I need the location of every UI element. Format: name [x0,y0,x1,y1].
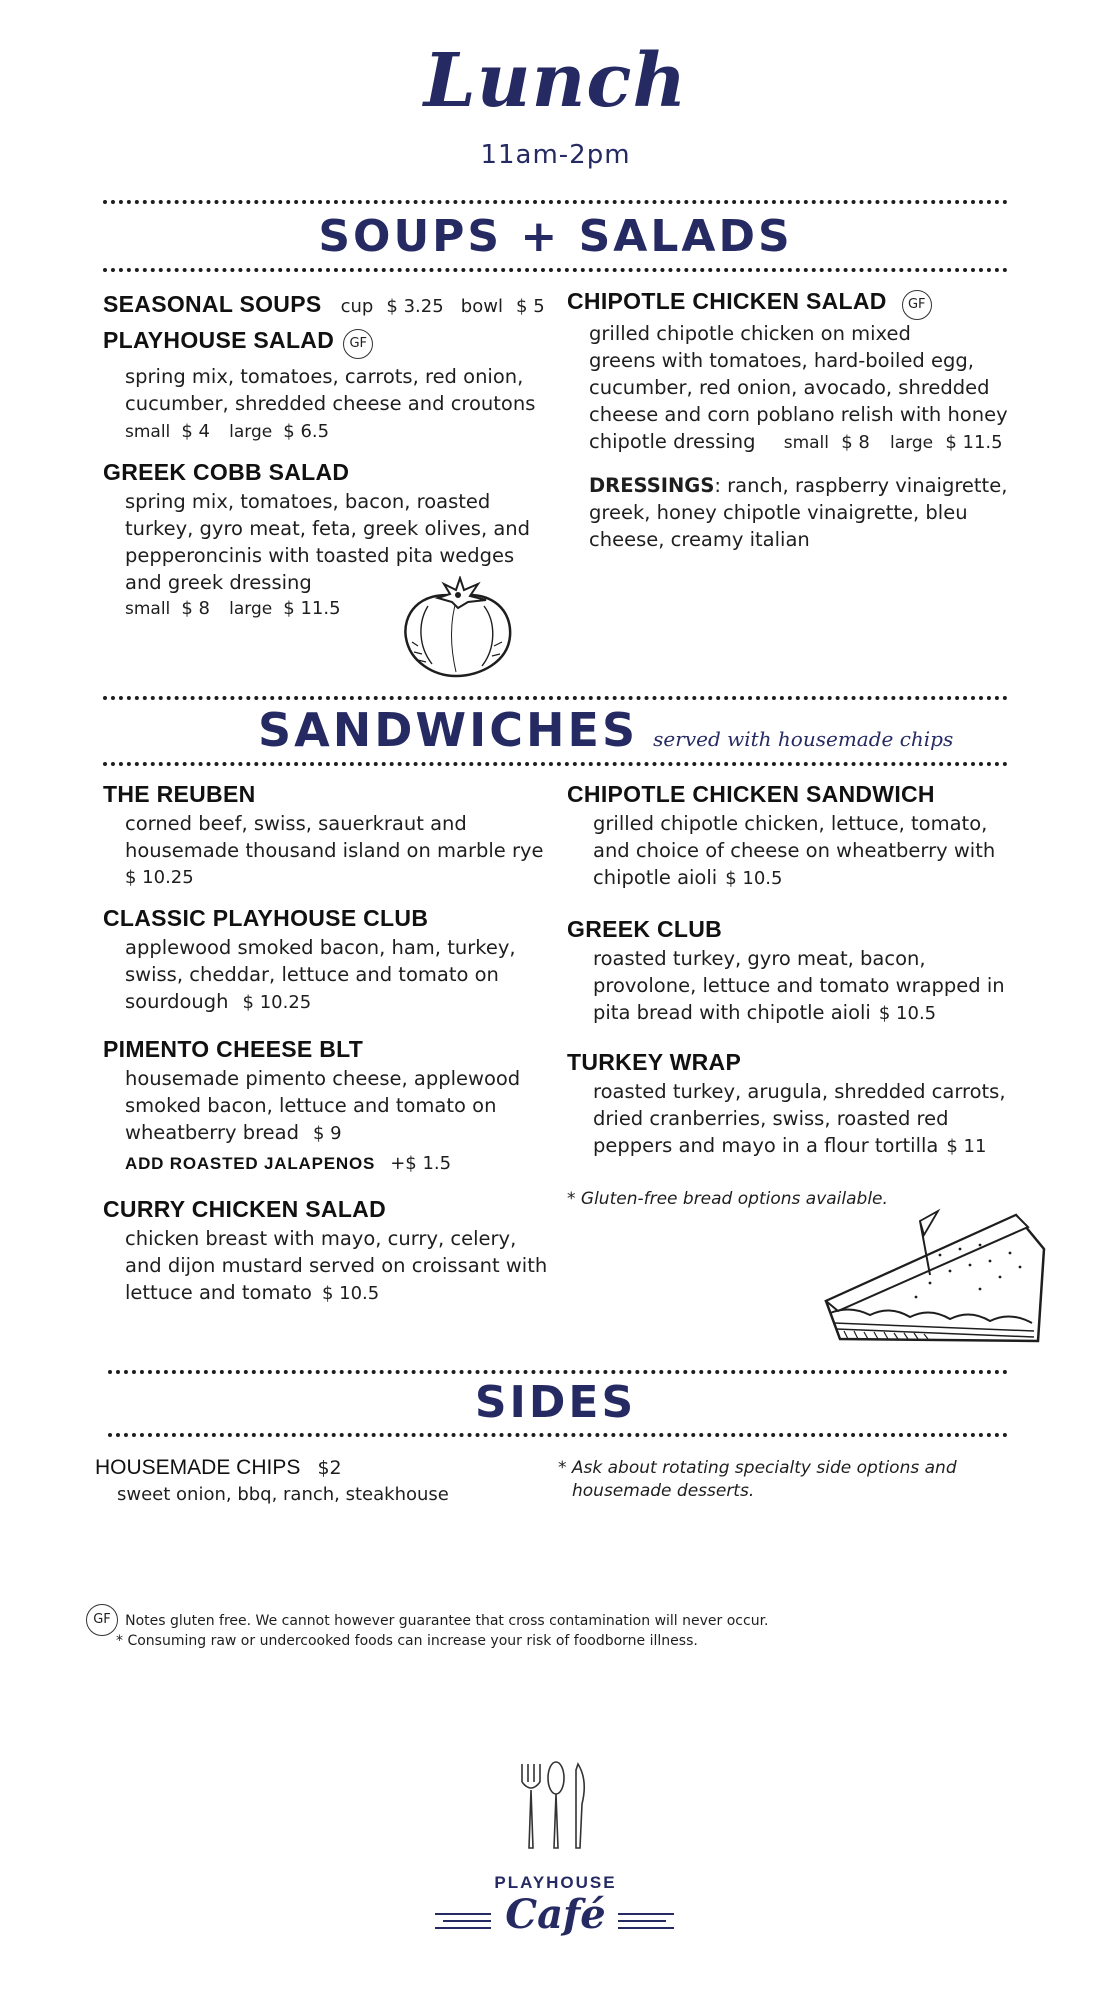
menu-item-greek-club [567,916,1027,1027]
divider-top [103,200,1008,204]
item-name: GREEK COBB SALAD [103,459,350,485]
divider [103,696,1008,700]
item-desc-line: wheatberry bread [125,1121,299,1144]
item-desc-line: cucumber, shredded cheese and croutons [125,391,536,415]
item-desc-line: pepperoncinis with toasted pita wedges [125,544,515,567]
item-desc-line: chicken breast with mayo, curry, celery, [125,1227,517,1250]
gf-badge: GF [86,1604,118,1636]
section-heading-row-sandwiches [258,703,953,757]
menu-item-turkey-wrap [567,1049,1037,1160]
hours: 11am-2pm [480,140,631,170]
addon-label: ADD ROASTED JALAPENOS [125,1154,376,1173]
item-desc-line: provolone, lettuce and tomato wrapped in [593,974,1005,997]
item-name: PIMENTO CHEESE BLT [103,1036,364,1062]
dressings-line: greek, honey chipotle vinaigrette, bleu [589,501,968,524]
bowl-price: $ 5 [516,296,545,317]
menu-item-seasonal-soups [103,291,545,318]
item-name: CLASSIC PLAYHOUSE CLUB [103,905,429,931]
gf-badge: GF [343,329,373,359]
divider [108,1370,1008,1374]
item-price: $ 10.5 [878,1003,937,1024]
item-price: $ 8 [841,431,870,453]
section-heading-sandwiches: SANDWICHES [258,703,639,757]
item-price: $ 10.5 [725,868,783,889]
item-price: $ 10.25 [125,867,194,888]
item-desc-line: sweet onion, bbq, ranch, steakhouse [117,1484,449,1505]
item-price: $ 10.25 [242,992,312,1013]
raw-food-disclaimer: * Consuming raw or undercooked foods can increase your risk of foodborne illness. [116,1633,698,1649]
size-label: small [125,421,171,442]
size-label: large [229,421,273,442]
item-price: $2 [317,1457,342,1479]
item-desc-line: and dijon mustard served on croissant with [125,1254,548,1277]
item-desc-line: smoked bacon, lettuce and tomato on [125,1094,497,1117]
logo-script: Café [505,1891,606,1938]
cup-label: cup [340,296,374,317]
bowl-label: bowl [460,296,503,317]
item-name: PLAYHOUSE SALAD [103,327,335,353]
item-name: CHIPOTLE CHICKEN SALAD [567,288,887,314]
menu-item-chipotle-chicken-salad [567,288,1027,457]
size-label: large [890,432,934,453]
item-price: $ 11 [946,1136,987,1157]
size-label: small [783,432,829,453]
item-name: CURRY CHICKEN SALAD [103,1196,386,1222]
addon-price: +$ 1.5 [390,1153,452,1174]
sandwich-illustration [820,1205,1050,1355]
item-price: $ 8 [181,598,211,619]
item-desc-line: roasted turkey, arugula, shredded carrots, [593,1080,1006,1103]
divider [108,1433,1008,1437]
sides-note-line: * Ask about rotating specialty side options and [558,1458,957,1478]
item-desc-line: cheese and corn poblano relish with honey [589,402,1008,426]
item-name: SEASONAL SOUPS [103,291,322,317]
sides-note [558,1457,957,1503]
item-name: TURKEY WRAP [567,1049,742,1075]
item-name: GREEK CLUB [567,916,723,942]
cup-price: $ 3.25 [386,296,444,317]
dressings-line: cheese, creamy italian [589,528,810,551]
item-desc-line: housemade pimento cheese, applewood [125,1067,521,1090]
tomato-illustration [398,576,516,680]
item-desc-line: pita bread with chipotle aioli [593,1001,871,1024]
item-desc-line: chipotle dressing [589,429,756,453]
menu-item-chipotle-chicken-sandwich [567,781,1027,892]
gf-badge: GF [902,290,932,320]
item-desc-line: applewood smoked bacon, ham, turkey, [125,936,516,959]
section-heading-sides: SIDES [474,1377,637,1428]
item-desc-line: dried cranberries, swiss, roasted red [593,1107,949,1130]
item-desc-line: swiss, cheddar, lettuce and tomato on [125,963,499,986]
dressings-label: DRESSINGS [589,474,715,497]
menu-item-pimento-blt [103,1036,553,1174]
item-price: $ 11.5 [945,431,1003,453]
item-name: HOUSEMADE CHIPS [95,1456,301,1479]
section-heading-soups: SOUPS + SALADS [318,211,793,262]
item-desc-line: lettuce and tomato [125,1281,312,1304]
dressings-list [589,472,1029,553]
menu-item-playhouse-salad [103,327,543,442]
logo-lines-right [616,1908,676,1934]
item-desc-line: housemade thousand island on marble rye [125,839,544,862]
menu-item-reuben [103,781,553,891]
item-desc-line: chipotle aioli [593,866,718,889]
utensils-icon [510,1760,602,1852]
logo-lines-left [433,1908,493,1934]
size-label: large [229,599,273,619]
item-price: $ 9 [313,1123,342,1144]
gf-disclaimer-text: Notes gluten free. We cannot however guarantee that cross contamination will never occur. [125,1612,769,1629]
item-desc-line: spring mix, tomatoes, carrots, red onion, [125,364,524,388]
menu-item-curry-chicken-salad [103,1196,563,1307]
dressings-line: : ranch, raspberry vinaigrette, [714,474,1008,497]
item-desc-line: and choice of cheese on wheatberry with [593,839,996,862]
item-desc-line: cucumber, red onion, avocado, shredded [589,375,990,399]
item-name: THE REUBEN [103,781,256,807]
item-desc-line: sourdough [125,990,229,1013]
item-desc-line: roasted turkey, gyro meat, bacon, [593,947,926,970]
gluten-free-bread-note: * Gluten-free bread options available. [567,1189,888,1209]
item-desc-line: peppers and mayo in a flour tortilla [593,1134,939,1157]
item-desc-line: spring mix, tomatoes, bacon, roasted [125,490,491,513]
page-title: Lunch [423,38,688,124]
item-desc-line: and greek dressing [125,571,312,594]
divider [103,268,1008,272]
served-note: served with housemade chips [653,727,954,751]
item-price: $ 11.5 [283,598,341,619]
sides-note-line: housemade desserts. [572,1481,755,1501]
menu-item-classic-club [103,905,553,1016]
item-name: CHIPOTLE CHICKEN SANDWICH [567,781,935,807]
item-price: $ 6.5 [283,420,330,442]
item-desc-line: grilled chipotle chicken, lettuce, tomato, [593,812,988,835]
item-price: $ 10.5 [321,1283,380,1304]
item-price: $ 4 [181,420,211,442]
gluten-free-disclaimer [86,1604,769,1636]
item-desc-line: greens with tomatoes, hard-boiled egg, [589,348,974,372]
size-label: small [125,599,171,619]
item-desc-line: grilled chipotle chicken on mixed [589,321,911,345]
menu-item-housemade-chips [95,1456,535,1505]
item-desc-line: corned beef, swiss, sauerkraut and [125,812,467,835]
divider [103,762,1008,766]
logo-wordmark: PLAYHOUSE [494,1873,617,1892]
item-desc-line: turkey, gyro meat, feta, greek olives, and [125,517,531,540]
